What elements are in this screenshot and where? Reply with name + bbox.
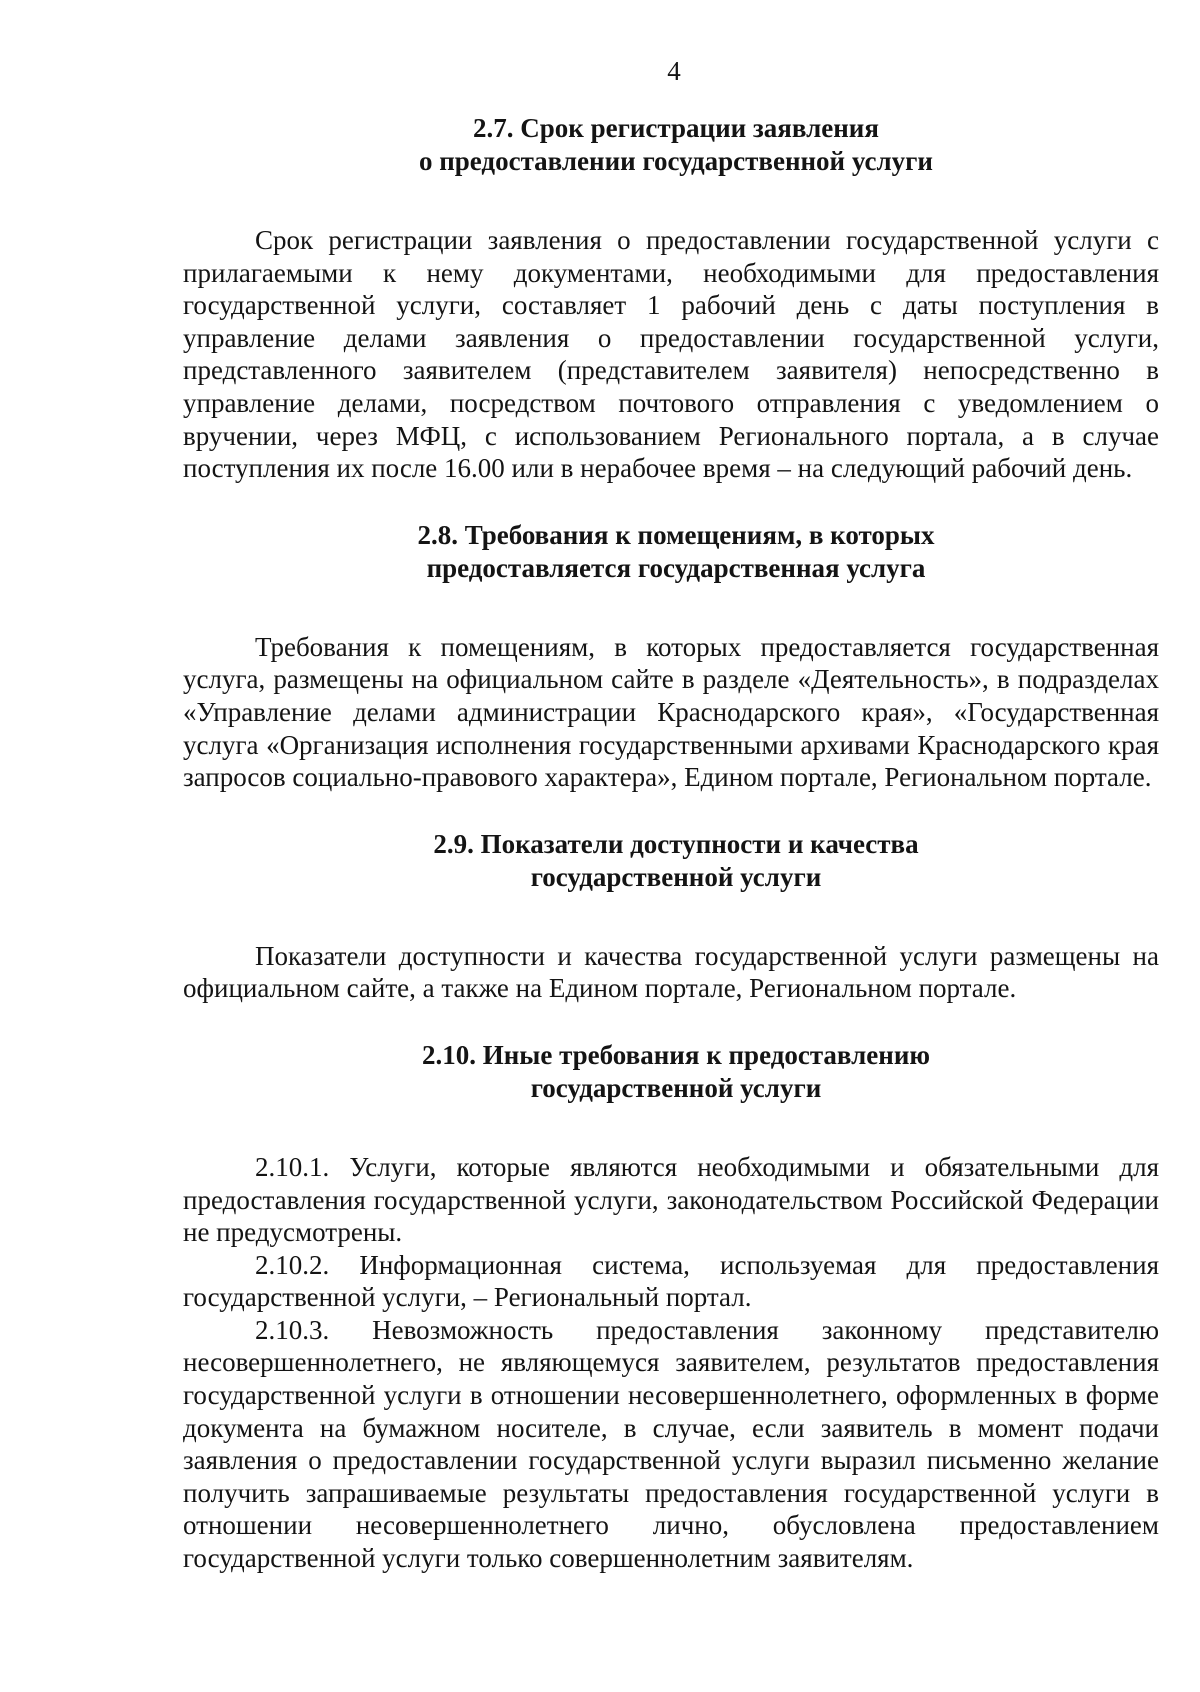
heading-line: 2.8. Требования к помещениям, в которых <box>417 519 935 550</box>
paragraph: Требования к помещениям, в которых предоставляется государственная услуга, размещены на официальном сайте в разделе «Деятельность», в подразделах «Управление делами администрации Краснодарского края», «Государственная услуга «Организация исполнения государственными архивами Краснодарского края запросов социально-правового характера», Едином портале, Региональном портале. <box>183 631 1159 793</box>
heading-line: предоставляется государственная услуга <box>426 552 926 583</box>
heading-line: государственной услуги <box>530 861 822 892</box>
document-body <box>183 112 1159 1575</box>
section-heading-2-8 <box>183 519 1159 585</box>
heading-line: 2.7. Срок регистрации заявления <box>473 113 879 143</box>
heading-line: 2.9. Показатели доступности и качества <box>433 828 919 859</box>
paragraph: 2.10.3. Невозможность предоставления законному представителю несовершеннолетнего, не являющемуся заявителем, результатов предоставления государственной услуги в отношении несовершеннолетнего, оформленных в форме документа на бумажном носителе, в случае, если заявитель в момент подачи заявления о предоставлении государственной услуги выразил письменно желание получить запрашиваемые результаты предоставления государственной услуги в отношении несовершеннолетнего лично, обусловлена предоставлением государственной услуги только совершеннолетним заявителям. <box>183 1314 1159 1574</box>
paragraph: 2.10.2. Информационная система, используемая для предоставления государственной услуги, – Региональный портал. <box>183 1249 1159 1313</box>
section-heading-2-7 <box>183 112 1159 178</box>
heading-line: о предоставлении государственной услуги <box>418 146 933 176</box>
paragraph: 2.10.1. Услуги, которые являются необходимыми и обязательными для предоставления государственной услуги, законодательством Российской Федерации не предусмотрены. <box>183 1151 1159 1248</box>
paragraph: Срок регистрации заявления о предоставлении государственной услуги с прилагаемыми к нему документами, необходимыми для предоставления государственной услуги, составляет 1 рабочий день с даты поступления в управление делами заявления о предоставлении государственной услуги, представленного заявителем (представителем заявителя) непосредственно в управление делами, посредством почтового отправления с уведомлением о вручении, через МФЦ, с использованием Регионального портала, а в случае поступления их после 16.00 или в нерабочее время – на следующий рабочий день. <box>183 225 1159 484</box>
section-heading-2-10 <box>183 1039 1159 1105</box>
heading-line: 2.10. Иные требования к предоставлению <box>421 1039 931 1070</box>
section-heading-2-9 <box>183 828 1159 894</box>
page-number: 4 <box>667 56 681 86</box>
heading-line: государственной услуги <box>530 1072 822 1103</box>
paragraph: Показатели доступности и качества государственной услуги размещены на официальном сайте, а также на Едином портале, Региональном портале. <box>183 940 1159 1004</box>
